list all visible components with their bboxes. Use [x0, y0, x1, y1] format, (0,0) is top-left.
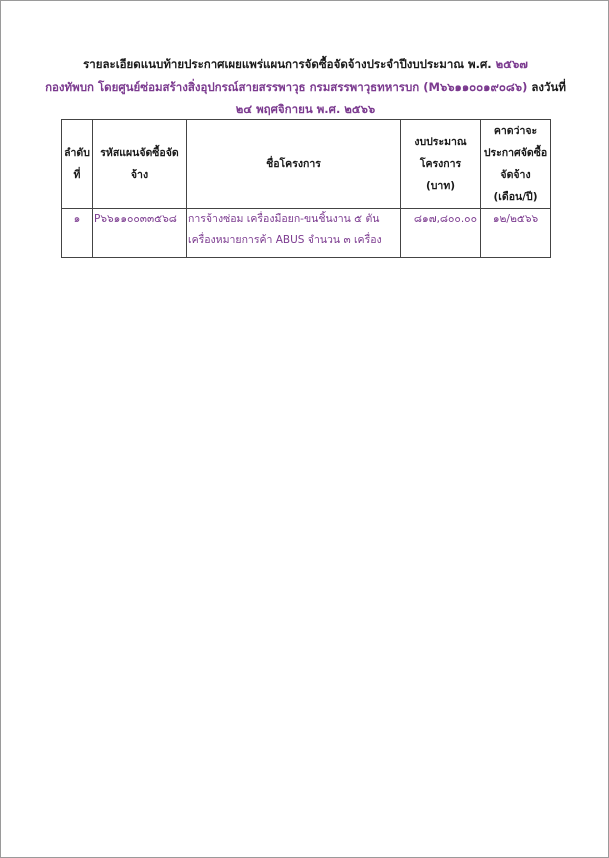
- announcement-date: ๒๔ พฤศจิกายน พ.ศ. ๒๕๖๖: [235, 102, 376, 116]
- header-item-no: ลำดับ ที่: [62, 120, 93, 209]
- title-year: ๒๕๖๗: [495, 57, 528, 71]
- cell-plan-code: P๖๖๑๑๐๐๓๓๕๖๘: [93, 209, 187, 258]
- header-plan-code: รหัสแผนจัดซื้อจัด จ้าง: [93, 120, 187, 209]
- title-line-2-suffix: ลงวันที่: [527, 80, 566, 94]
- cell-budget: ๘๑๗,๘๐๐.๐๐: [401, 209, 481, 258]
- header-budget: งบประมาณ โครงการ (บาท): [401, 120, 481, 209]
- procurement-plan-table: [61, 119, 551, 258]
- agency-name: กองทัพบก โดยศูนย์ซ่อมสร้างสิ่งอุปกรณ์สายสรรพาวุธ กรมสรรพาวุธทหารบก (M๖๖๑๑๐๐๑๙๐๘๖): [45, 80, 528, 94]
- title-line-1-text: รายละเอียดแนบท้ายประกาศเผยแพร่แผนการจัดซื้อจัดจ้างประจำปีงบประมาณ พ.ศ.: [83, 57, 496, 71]
- cell-item-no: ๑: [62, 209, 93, 258]
- header-expected-period: คาดว่าจะ ประกาศจัดซื้อ จัดจ้าง (เดือน/ปี): [481, 120, 551, 209]
- cell-expected-period: ๑๒/๒๕๖๖: [481, 209, 551, 258]
- title-line-1: [1, 56, 609, 74]
- table-row: [62, 209, 551, 258]
- cell-project-name: การจ้างซ่อม เครื่องมือยก-ขนชิ้นงาน ๕ ตัน เครื่องหมายการค้า ABUS จำนวน ๓ เครื่อง: [187, 209, 401, 258]
- table-header-row: [62, 120, 551, 209]
- header-project-name: ชื่อโครงการ: [187, 120, 401, 209]
- title-line-2: [1, 79, 609, 97]
